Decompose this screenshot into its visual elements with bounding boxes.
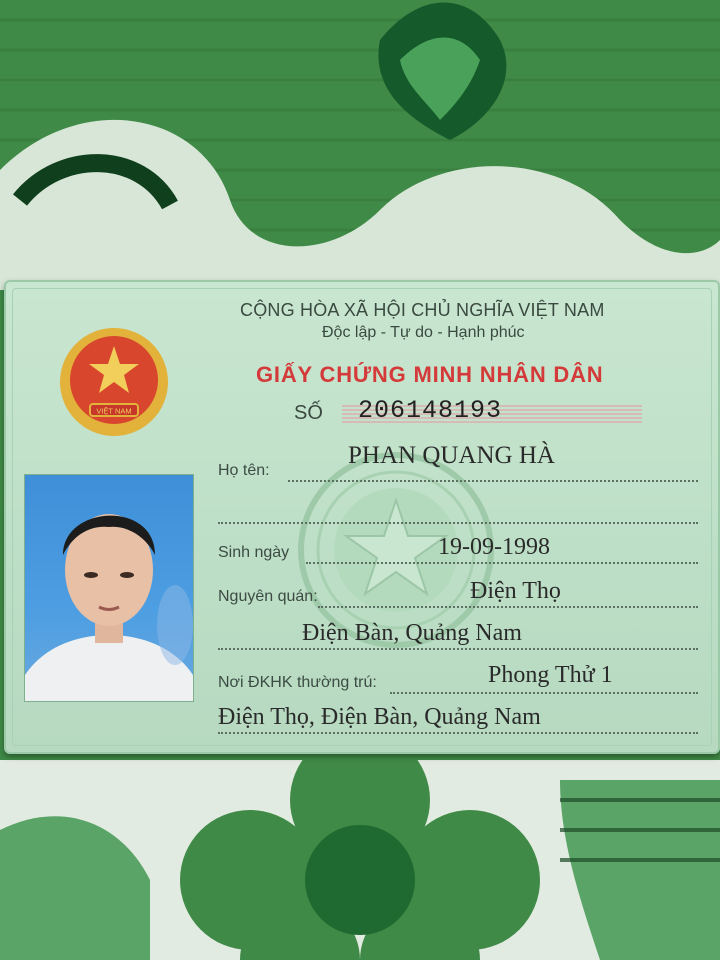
residence-line1: Phong Thử 1: [488, 662, 613, 688]
holder-name: PHAN QUANG HÀ: [348, 442, 555, 469]
dob-label: Sinh ngày: [218, 544, 290, 561]
origin-line2: Điện Bàn, Quảng Nam: [302, 620, 522, 646]
portrait-icon: [25, 475, 193, 701]
national-emblem-icon: [56, 324, 172, 440]
origin-line1: Điện Thọ: [470, 578, 561, 604]
name-label: Họ tên:: [218, 462, 270, 479]
residence-line2: Điện Thọ, Điện Bàn, Quảng Nam: [218, 704, 541, 730]
number-label: SỐ: [294, 402, 323, 424]
portrait-photo: [24, 474, 194, 702]
header-country: CỘNG HÒA XÃ HỘI CHỦ NGHĨA VIỆT NAM: [240, 300, 605, 320]
id-card: [4, 280, 720, 754]
card-title: GIẤY CHỨNG MINH NHÂN DÂN: [256, 362, 604, 387]
date-of-birth: 19-09-1998: [438, 534, 550, 560]
origin-label: Nguyên quán:: [218, 588, 318, 605]
emblem-text: VIỆT NAM: [96, 406, 132, 416]
id-number: 206148193: [358, 396, 503, 425]
residence-label: Nơi ĐKHK thường trú:: [218, 674, 377, 691]
header-motto: Độc lập - Tự do - Hạnh phúc: [322, 324, 525, 341]
